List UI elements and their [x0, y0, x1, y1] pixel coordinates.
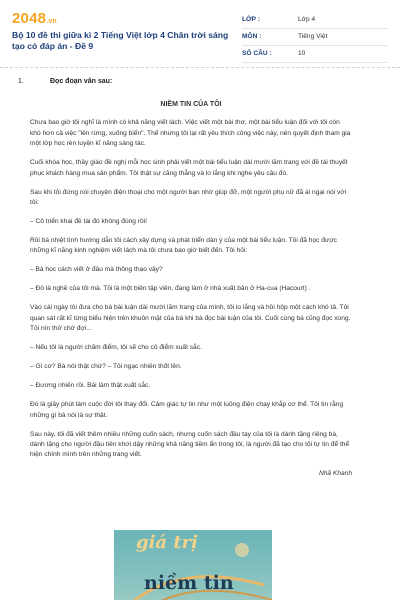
passage-paragraph: – Gì cơ? Bà nói thật chứ? – Tôi ngạc nhiên thốt lên. [30, 363, 182, 371]
meta-key: LỚP : [242, 16, 260, 23]
meta-value: Lớp 4 [298, 16, 316, 23]
cover-title-line2: niềm tin [144, 572, 234, 594]
meta-table [242, 12, 388, 63]
logo-suffix: .vn [46, 18, 57, 25]
passage-paragraph: Rồi bà nhiệt tình hướng dẫn tôi cách xây dựng và phát triển dàn ý của một bài tiểu luận. Tôi đã học được những kĩ năng kinh nghiệm viết lách mà tôi chưa bao giờ biết đến. Tôi hỏi: [30, 237, 337, 255]
passage-paragraph: – Đó là nghề của tôi mà. Tôi là một biên tập viên, đang làm ở nhà xuất bản ở Ha-cua (Hacourt) . [30, 285, 311, 293]
passage-title: NIỀM TIN CỦA TÔI [160, 101, 222, 108]
meta-key: SỐ CÂU : [242, 50, 272, 57]
passage-paragraph: Chưa bao giờ tôi nghĩ là mình có khả năng viết lách. Việc viết một bài thơ, một bài tiểu luận đối với tôi còn khó hơn cả việc "lên rừng, xuống biển". Thế nhưng tôi lại rất yêu thích công việc này, nên quyết định tham gia một lớp học rèn luyện kĩ năng sáng tác. [30, 119, 351, 148]
meta-key: MÔN : [242, 33, 262, 40]
header-divider [0, 67, 400, 68]
passage-author: Nhã Khanh [319, 470, 352, 478]
passage-paragraph: – Bà học cách viết ở đâu mà thông thạo vậy? [30, 266, 163, 274]
passage-paragraph: Cuối khóa học, thầy giáo đề nghị mỗi học sinh phải viết một bài tiểu luận dài mười lăm trang với đề tài thuyết phục khách hàng mua sản phẩm. Tôi thật sự căng thẳng và lo lắng khi nghe yêu cầu đó. [30, 159, 348, 177]
logo-text: 2048 [12, 10, 47, 27]
document-title: Bộ 10 đề thi giữa kì 2 Tiếng Việt lớp 4 Chân trời sáng tạo có đáp án - Đề 9 [12, 30, 229, 51]
passage-paragraph: – Đương nhiên rồi. Bài làm thật xuất sắc. [30, 382, 151, 390]
book-cover-image [114, 530, 272, 600]
cover-title-line1: giá trị [136, 532, 198, 553]
meta-value: 10 [298, 50, 306, 57]
site-logo[interactable] [12, 10, 57, 27]
passage-paragraph: Vào cái ngày tôi đưa cho bà bài luận dài mười lăm trang của mình, tôi lo lắng và hồi hộp một cách khó tả. Tôi quan sát rất kĩ từng biểu hiện trên khuôn mặt của bà khi bà đọc bài luận của tôi. Cuối cùng bà cũng đọc xong. Tôi nín thở chờ đợi... [30, 304, 351, 333]
meta-value: Tiếng Việt [298, 33, 328, 40]
passage-paragraph: Sau khi tôi đứng nói chuyện điện thoại cho một người bạn nhờ giúp đỡ, một người phụ nữ đã ái ngại nói với tôi: [30, 188, 347, 207]
header [12, 10, 388, 64]
question-title: Đọc đoạn văn sau: [50, 78, 113, 85]
question-number: 1. [18, 78, 24, 85]
meta-row-question-count [242, 46, 388, 63]
passage-paragraph: – Cô triển khai đề tài đó không đúng rồi! [30, 218, 147, 226]
reading-passage [30, 100, 352, 480]
passage-paragraph: Đó là giây phút làm cuộc đời tôi thay đổi. Cảm giác tự tin như một luồng điện chạy khắp cơ thể. Tôi tin rằng những gì bà nói là sự thật. [30, 401, 344, 419]
meta-row-class [242, 12, 388, 29]
passage-paragraph: Sau này, tôi đã viết thêm nhiều những cuốn sách, nhưng cuốn sách đầu tay của tôi là dành tặng riêng bà, dành tặng cho người đầu tiên khơi dậy những khả năng tiềm ẩn trong tôi, là người đã tạo cho tôi tự tin để thể hiện chính mình trên những trang viết. [30, 430, 350, 459]
meta-row-subject [242, 29, 388, 46]
passage-paragraph: – Nếu tôi là người chấm điểm, tôi sẽ cho cô điểm xuất sắc. [30, 344, 202, 352]
